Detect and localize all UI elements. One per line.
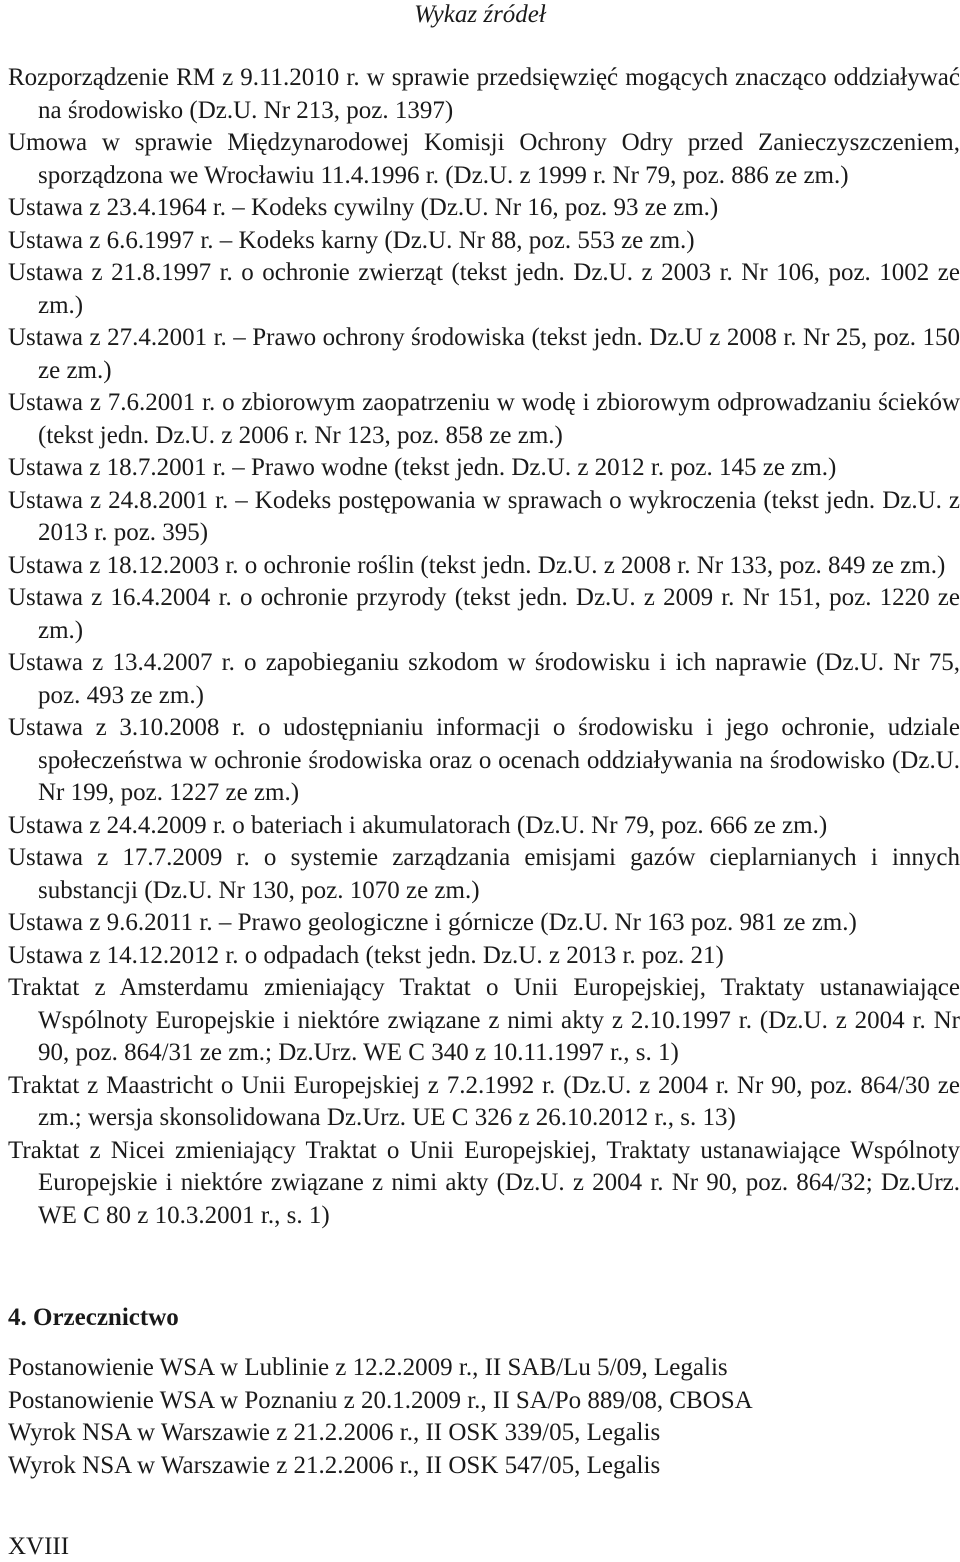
list-item: Ustawa z 7.6.2001 r. o zbiorowym zaopatrzeniu w wodę i zbiorowym odprowadzaniu ścieków (tekst jedn. Dz.U. z 2006 r. Nr 123, poz. 858 ze zm.) xyxy=(8,389,960,449)
list-item: Ustawa z 6.6.1997 r. – Kodeks karny (Dz.U. Nr 88, poz. 553 ze zm.) xyxy=(8,226,695,254)
list-item: Ustawa z 3.10.2008 r. o udostępnianiu informacji o środowisku i jego ochronie, udziale społeczeństwa w ochronie środowiska oraz o ocenach oddziaływania na środowisko (Dz.U. Nr 199, poz. 1227 ze zm.) xyxy=(8,714,960,806)
list-item: Ustawa z 24.4.2009 r. o bateriach i akumulatorach (Dz.U. Nr 79, poz. 666 ze zm.) xyxy=(8,811,828,839)
list-item: Postanowienie WSA w Lublinie z 12.2.2009 r., II SAB/Lu 5/09, Legalis xyxy=(8,1354,728,1381)
list-item: Traktat z Nicei zmieniający Traktat o Unii Europejskiej, Traktaty ustanawiające Wspólnoty Europejskie i niektóre związane z nimi akty (Dz.U. z 2004 r. Nr 90, poz. 864/32; Dz.Urz. WE C 80 z 10.3.2001 r., s. 1) xyxy=(8,1136,960,1229)
page-number: XVIII xyxy=(8,1533,70,1560)
list-item: Postanowienie WSA w Poznaniu z 20.1.2009 r., II SA/Po 889/08, CBOSA xyxy=(8,1386,753,1414)
list-item: Ustawa z 13.4.2007 r. o zapobieganiu szkodom w środowisku i ich naprawie (Dz.U. Nr 75, poz. 493 ze zm.) xyxy=(8,649,960,709)
list-item: Ustawa z 24.8.2001 r. – Kodeks postępowania w sprawach o wykroczenia (tekst jedn. Dz.U. z 2013 r. poz. 395) xyxy=(8,486,960,546)
list-item: Wyrok NSA w Warszawie z 21.2.2006 r., II OSK 339/05, Legalis xyxy=(8,1419,661,1446)
list-item: Rozporządzenie RM z 9.11.2010 r. w sprawie przedsięwzięć mogących znacząco oddziaływać na środowisko (Dz.U. Nr 213, poz. 1397) xyxy=(8,64,960,124)
list-item: Ustawa z 18.12.2003 r. o ochronie roślin (tekst jedn. Dz.U. z 2008 r. Nr 133, poz. 849 ze zm.) xyxy=(8,551,946,579)
list-item: Ustawa z 14.12.2012 r. o odpadach (tekst jedn. Dz.U. z 2013 r. poz. 21) xyxy=(8,941,724,969)
list-item: Ustawa z 21.8.1997 r. o ochronie zwierząt (tekst jedn. Dz.U. z 2003 r. Nr 106, poz. 1002 ze zm.) xyxy=(8,259,960,319)
legal-acts-list xyxy=(8,62,960,1232)
list-item: Umowa w sprawie Międzynarodowej Komisji Ochrony Odry przed Zanieczyszczeniem, sporządzona we Wrocławiu 11.4.1996 r. (Dz.U. z 1999 r. Nr 79, poz. 886 ze zm.) xyxy=(8,129,960,189)
list-item: Traktat z Amsterdamu zmieniający Traktat o Unii Europejskiej, Traktaty ustanawiające Wspólnoty Europejskie i niektóre związane z nimi akty z 2.10.1997 r. (Dz.U. z 2004 r. Nr 90, poz. 864/31 ze zm.; Dz.Urz. WE C 340 z 10.11.1997 r., s. 1) xyxy=(8,974,960,1066)
list-item: Ustawa z 9.6.2011 r. – Prawo geologiczne i górnicze (Dz.U. Nr 163 poz. 981 ze zm.) xyxy=(8,909,857,936)
rulings-list xyxy=(8,1352,960,1482)
list-item: Ustawa z 27.4.2001 r. – Prawo ochrony środowiska (tekst jedn. Dz.U z 2008 r. Nr 25, poz. 150 ze zm.) xyxy=(8,324,960,384)
list-item: Ustawa z 18.7.2001 r. – Prawo wodne (tekst jedn. Dz.U. z 2012 r. poz. 145 ze zm.) xyxy=(8,454,837,481)
list-item: Ustawa z 16.4.2004 r. o ochronie przyrody (tekst jedn. Dz.U. z 2009 r. Nr 151, poz. 1220 ze zm.) xyxy=(8,584,960,644)
list-item: Traktat z Maastricht o Unii Europejskiej z 7.2.1992 r. (Dz.U. z 2004 r. Nr 90, poz. 864/30 ze zm.; wersja skonsolidowana Dz.Urz. UE C 326 z 26.10.2012 r., s. 13) xyxy=(8,1071,960,1131)
list-item: Ustawa z 23.4.1964 r. – Kodeks cywilny (Dz.U. Nr 16, poz. 93 ze zm.) xyxy=(8,194,719,221)
section-heading: 4. Orzecznictwo xyxy=(8,1304,179,1331)
running-header: Wykaz źródeł xyxy=(414,1,546,28)
list-item: Wyrok NSA w Warszawie z 21.2.2006 r., II OSK 547/05, Legalis xyxy=(8,1451,661,1479)
list-item: Ustawa z 17.7.2009 r. o systemie zarządzania emisjami gazów cieplarnianych i innych substancji (Dz.U. Nr 130, poz. 1070 ze zm.) xyxy=(8,844,960,904)
